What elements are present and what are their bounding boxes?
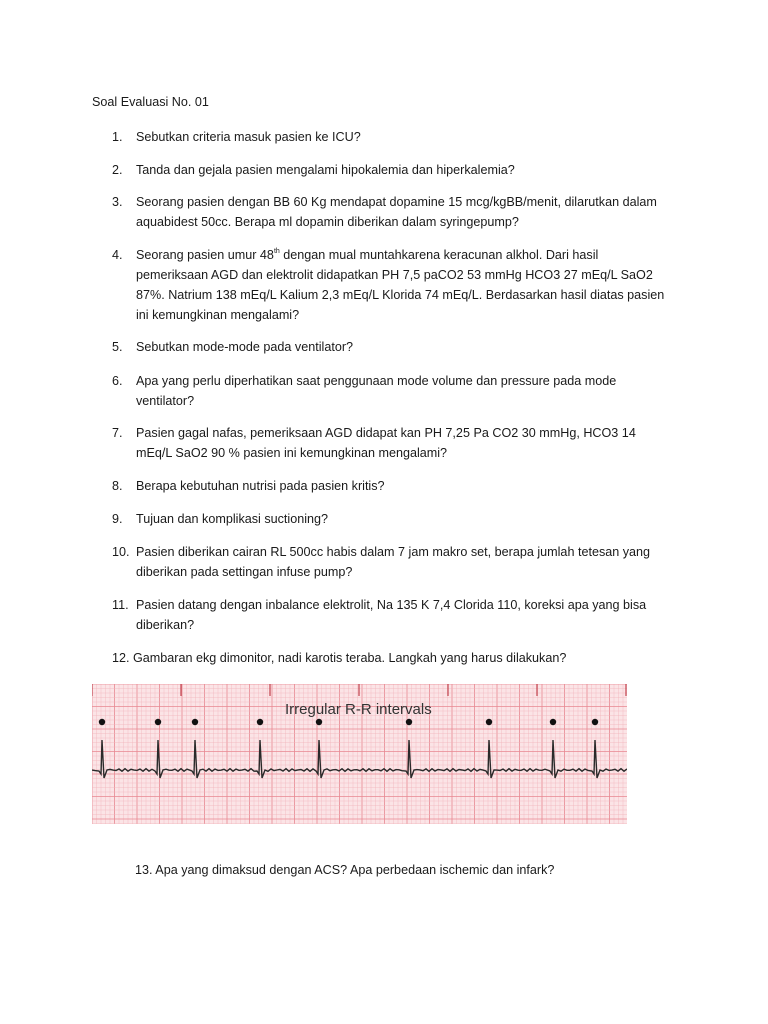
question-number: 1. [112, 130, 123, 144]
ordinal-suffix: th [273, 248, 280, 255]
question-number: 5. [112, 340, 123, 354]
r-wave-dot [99, 719, 105, 725]
question-text: Tanda dan gejala pasien mengalami hipokalemia dan hiperkalemia? [136, 163, 515, 177]
ecg-strip [92, 684, 627, 824]
question-number: 7. [112, 426, 123, 440]
question-number: 8. [112, 479, 123, 493]
question-text-part: Seorang pasien umur 48 [136, 248, 274, 262]
question-text: Seorang pasien dengan BB 60 Kg mendapat dopamine 15 mcg/kgBB/menit, dilarutkan dalam aquabidest 50cc. Berapa ml dopamin diberikan dalam syringepump? [136, 195, 657, 229]
question-text [136, 245, 666, 325]
question-number: 2. [112, 163, 123, 177]
r-wave-dot [550, 719, 556, 725]
question-number: 10. [112, 545, 130, 559]
question-number: 3. [112, 195, 123, 209]
question-text: Pasien gagal nafas, pemeriksaan AGD didapat kan PH 7,25 Pa CO2 30 mmHg, HCO3 14 mEq/L SaO2 90 % pasien ini kemungkinan mengalami? [136, 426, 636, 460]
r-wave-dot [155, 719, 161, 725]
r-wave-dot [486, 719, 492, 725]
question-text: Tujuan dan komplikasi suctioning? [136, 512, 329, 526]
question-12: 12. Gambaran ekg dimonitor, nadi karotis teraba. Langkah yang harus dilakukan? [112, 651, 567, 665]
question-text-part: dengan mual muntahkarena keracunan alkhol. Dari hasil pemeriksaan AGD dan elektrolit didapatkan PH 7,5 paCO2 53 mmHg HCO3 27 mEq/L SaO2 87%. Natrium 138 mEq/L Kalium 2,3 mEq/L Klorida 74 mEq/L. Berdasarkan hasil diatas pasien ini kemungkinan mengalami? [136, 248, 665, 322]
r-wave-dot [592, 719, 598, 725]
question-number: 6. [112, 374, 123, 388]
question-text: Pasien diberikan cairan RL 500cc habis dalam 7 jam makro set, berapa jumlah tetesan yang diberikan pada settingan infuse pump? [136, 545, 651, 579]
ecg-label: Irregular R-R intervals [285, 701, 432, 718]
document-title: Soal Evaluasi No. 01 [92, 95, 209, 109]
question-text: Sebutkan mode-mode pada ventilator? [136, 340, 354, 354]
r-wave-dot [316, 719, 322, 725]
r-wave-dot [257, 719, 263, 725]
question-number: 11. [112, 598, 129, 612]
r-wave-dot [192, 719, 198, 725]
question-number: 4. [112, 248, 123, 262]
r-wave-dot [406, 719, 412, 725]
question-text: Berapa kebutuhan nutrisi pada pasien kritis? [136, 479, 385, 493]
question-number: 9. [112, 512, 123, 526]
question-text: Apa yang perlu diperhatikan saat penggunaan mode volume dan pressure pada mode ventilator? [136, 374, 617, 408]
question-text: Sebutkan criteria masuk pasien ke ICU? [136, 130, 361, 144]
question-text: Pasien datang dengan inbalance elektrolit, Na 135 K 7,4 Clorida 110, koreksi apa yang bisa diberikan? [136, 598, 647, 632]
question-13: 13. Apa yang dimaksud dengan ACS? Apa perbedaan ischemic dan infark? [135, 863, 555, 877]
